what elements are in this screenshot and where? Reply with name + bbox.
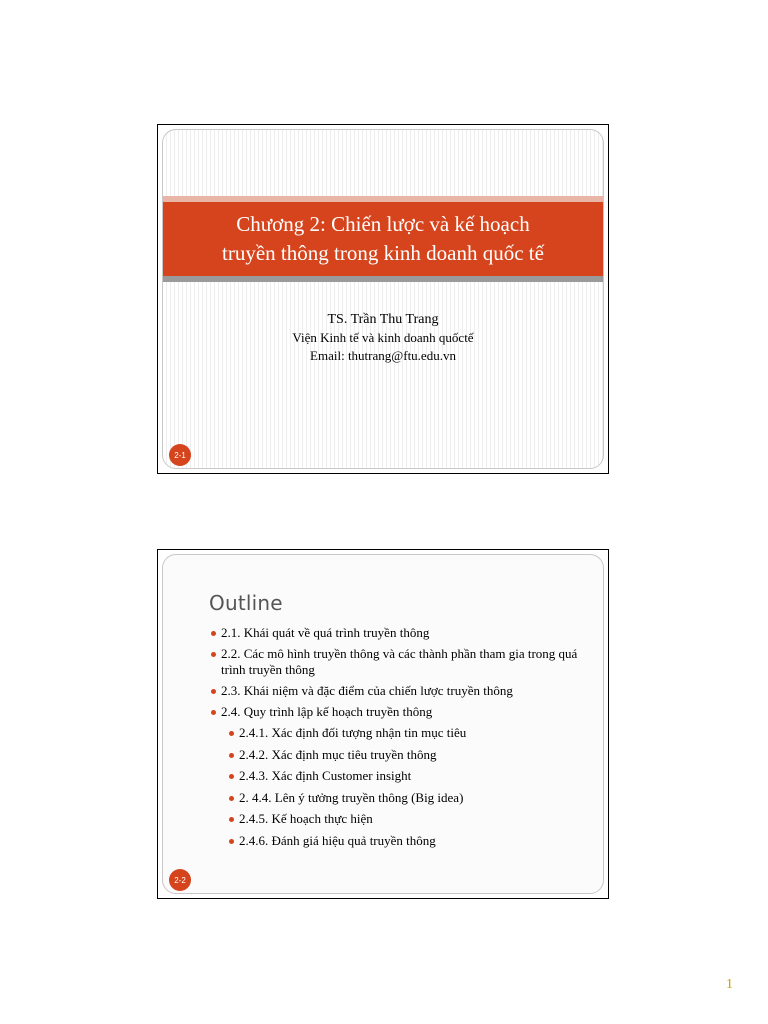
list-item-text: 2.1. Khái quát về quá trình truyền thông [221, 625, 430, 640]
sub-list-item [229, 768, 591, 784]
bullet-icon [229, 774, 234, 779]
page-number: 1 [726, 977, 733, 992]
sub-list-item [229, 790, 591, 806]
slide-title-line-2: truyền thông trong kinh doanh quốc tế [222, 241, 544, 265]
author-block [163, 310, 603, 365]
sub-list-item-text: 2.4.6. Đánh giá hiệu quả truyền thông [239, 832, 436, 848]
bullet-icon [229, 796, 234, 801]
sub-list-item-text: 2.4.5. Kế hoạch thực hiện [239, 811, 373, 826]
list-item-text: 2.3. Khái niệm và đặc điểm của chiến lược truyền thông [221, 683, 513, 698]
title-band [163, 202, 603, 276]
outline-title: Outline [209, 591, 283, 615]
bullet-icon [229, 839, 234, 844]
list-item-text: 2.4. Quy trình lập kế hoạch truyền thông [221, 704, 433, 719]
list-item [211, 625, 591, 641]
sub-list-item [229, 833, 591, 849]
bullet-icon [211, 631, 216, 636]
bullet-icon [211, 710, 216, 715]
sub-list-item [229, 747, 591, 763]
bullet-icon [211, 689, 216, 694]
slide-title-line-1: Chương 2: Chiến lược và kế hoạch [236, 212, 530, 236]
author-email: Email: thutrang@ftu.edu.vn [310, 348, 456, 363]
sub-list-item [229, 725, 591, 741]
list-item [211, 704, 591, 720]
bullet-icon [229, 731, 234, 736]
list-item-text: 2.2. Các mô hình truyền thông và các thành phần tham gia trong quá trình truyền thông [221, 646, 578, 677]
slide-2 [157, 549, 609, 899]
slide-number-badge: 2-1 [169, 444, 191, 466]
outline-list [211, 625, 591, 854]
list-item [211, 683, 591, 699]
author-institution: Viện Kinh tế và kinh doanh quốctế [292, 330, 474, 345]
sub-list-item-text: 2.4.3. Xác định Customer insight [239, 768, 412, 783]
sub-list-item-text: 2.4.1. Xác định đối tượng nhận tin mục tiêu [239, 725, 467, 740]
slide-2-canvas [162, 554, 604, 894]
slide-1 [157, 124, 609, 474]
list-item [211, 646, 591, 678]
title-band-bottom-stripe [163, 276, 603, 282]
sub-list-item-text: 2. 4.4. Lên ý tưởng truyền thông (Big idea) [239, 789, 464, 805]
bullet-icon [211, 652, 216, 657]
bullet-icon [229, 753, 234, 758]
slide-number-badge: 2-2 [169, 869, 191, 891]
sub-list-item-text: 2.4.2. Xác định mục tiêu truyền thông [239, 746, 437, 762]
author-name: TS. Trần Thu Trang [327, 312, 439, 327]
slide-1-canvas [162, 129, 604, 469]
sub-list-item [229, 811, 591, 827]
bullet-icon [229, 817, 234, 822]
